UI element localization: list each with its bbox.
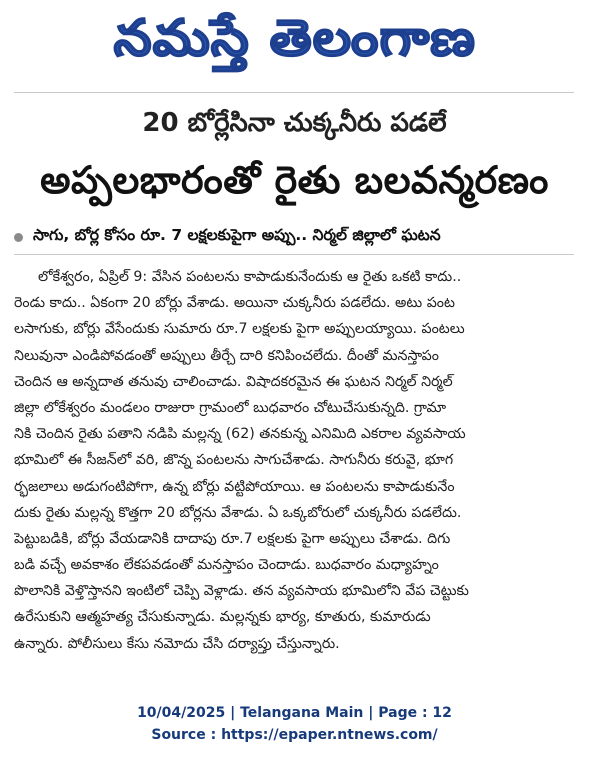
- body-line: ర్భజలాలు అడుగంటిపోగా, ఉన్న బోర్లు వట్టిపోయాయి. ఆ పంటలను కాపాడుకునేం: [14, 478, 455, 495]
- body-line: ఉరేసుకుని ఆత్మహత్య చేసుకున్నాడు. మల్లన్నకు భార్య, కూతురు, కుమారుడు: [14, 609, 431, 626]
- body-line: భూమిలో ఈ సీజన్‌లో వరి, జొన్న పంటలను సాగుచేశాడు. సాగునీరు కరువై, భూగ: [14, 452, 454, 469]
- footer-date-line: 10/04/2025 | Telangana Main | Page : 12: [137, 705, 452, 721]
- body-line: లోకేశ్వరం, ఏప్రిల్ 9: వేసిన పంటలను కాపాడుకునేందుకు ఆ రైతు ఒకటి కాదు..: [38, 269, 462, 285]
- bullet-icon: [14, 233, 23, 242]
- masthead-title: నమస్తే తెలంగాణ: [113, 8, 476, 67]
- body-line: పొలానికి వెళ్తొస్తానని ఇంటిలో చెప్పి వెళ్లాడు. తన వ్యవసాయ భూమిలోని వేప చెట్టుకు: [14, 583, 469, 600]
- deck-text: సాగు, బోర్ల కోసం రూ. 7 లక్షలకుపైగా అప్పు.. నిర్మల్ జిల్లాలో ఘటన: [33, 226, 441, 244]
- footer-source-line: Source : https://epaper.ntnews.com/: [151, 727, 438, 743]
- masthead-divider: [14, 92, 574, 93]
- body-line: ఉన్నారు. పోలీసులు కేసు నమోదు చేసి దర్యాప్తు చేస్తున్నారు.: [14, 635, 340, 652]
- body-line: దుకు రైతు మల్లన్న కొత్తగా 20 బోర్లను వేశాడు. ఏ ఒక్కబోరులో చుక్కనీరు పడలేదు.: [14, 504, 462, 521]
- body-line: జిల్లా లోకేశ్వరం మండలం రాజురా గ్రామంలో బుధవారం చోటుచేసుకున్నది. గ్రామా: [14, 399, 447, 416]
- body-line: చెందిన ఆ అన్నదాత తనువు చాలించాడు. విషాదకరమైన ఈ ఘటన నిర్మల్ నిర్మల్: [14, 373, 453, 390]
- deck-divider: [14, 254, 574, 255]
- body-line: లసాగుకు, బోర్లు వేసేందుకు సుమారు రూ.7 లక్షలకు పైగా అప్పులయ్యాయి. పంటలు: [14, 321, 465, 338]
- body-line: బడి వచ్చే అవకాశం లేకపవడంతో మనస్తాపం చెందాడు. బుధవారం మధ్యాహ్నం: [14, 557, 439, 574]
- body-line: రెండు కాదు.. ఏకంగా 20 బోర్లు వేశాడు. అయినా చుక్కనీరు పడలేదు. అటు పంట: [14, 295, 455, 312]
- article-deck: [14, 226, 574, 248]
- article-kicker: 20 బోర్లేసినా చుక్కనీరు పడలే: [142, 108, 447, 138]
- newspaper-masthead: [0, 0, 589, 88]
- article-headline: అప్పలభారంతో రైతు బలవన్మరణం: [40, 158, 549, 202]
- body-line: నిలువునా ఎండిపోవడంతో అప్పులు తీర్చే దారి కనిపించలేదు. దీంతో మనస్తాపం: [14, 347, 439, 364]
- body-line: పెట్టుబడికి, బోర్లు వేయడానికి దాదాపు రూ.7 లక్షలకు పైగా అప్పులు చేశాడు. దిగు: [14, 530, 451, 547]
- body-line: నికి చెందిన రైతు పతాని నడిపి మల్లన్న (62) తనకున్న ఎనిమిది ఎకరాల వ్యవసాయ: [14, 426, 466, 443]
- article-body: [14, 264, 574, 657]
